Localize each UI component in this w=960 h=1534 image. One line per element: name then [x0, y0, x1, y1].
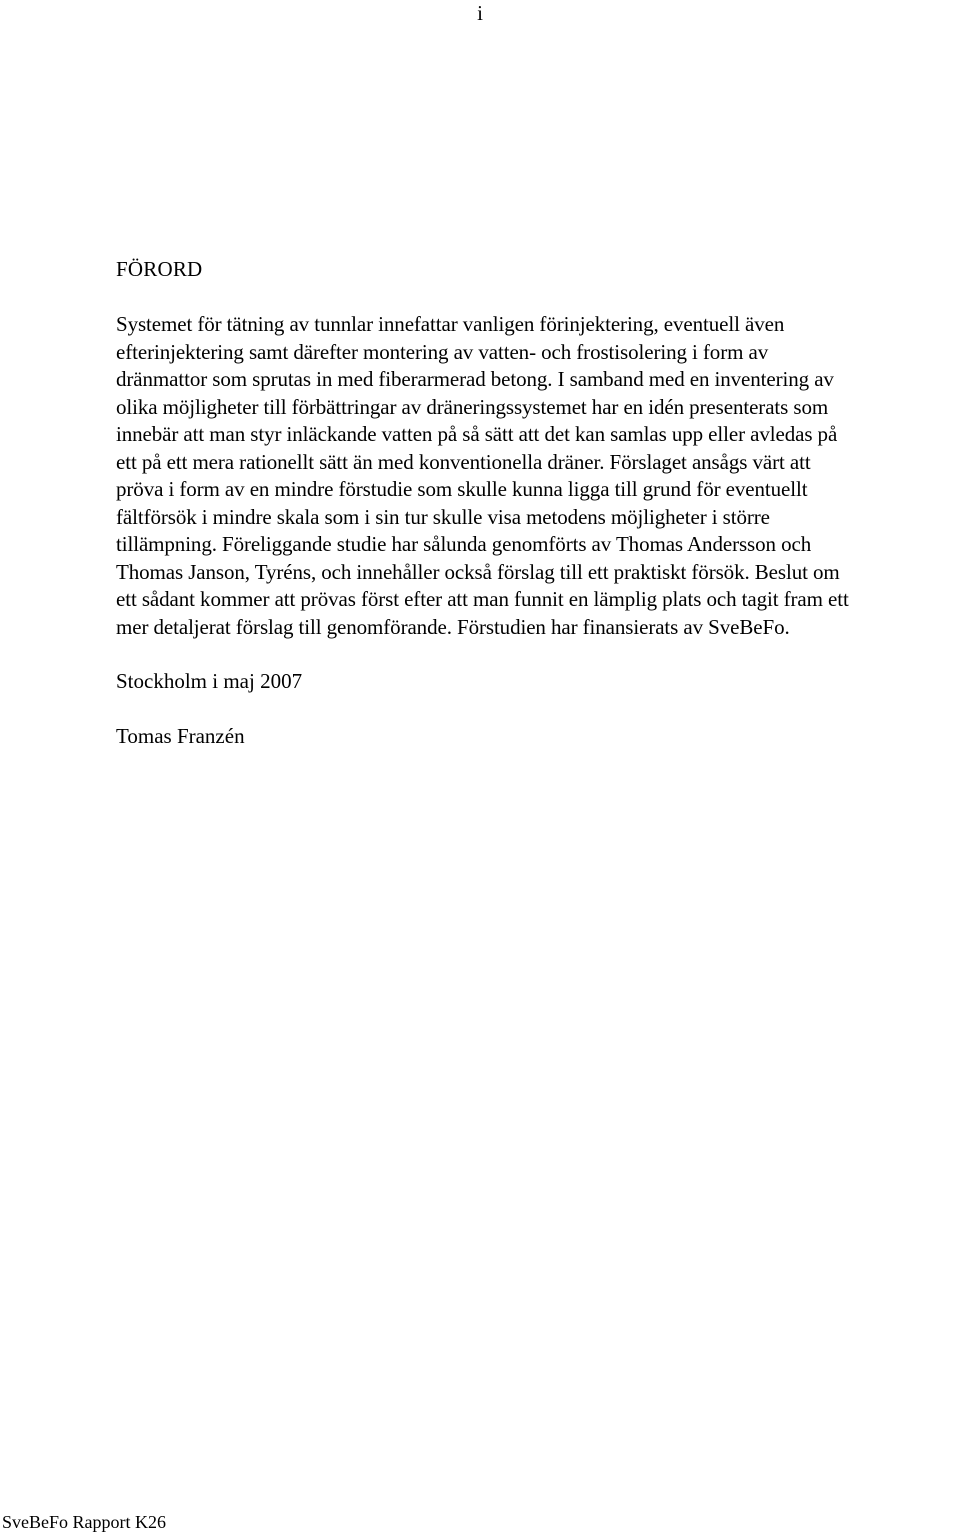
paragraph-line: ett på ett mera rationellt sätt än med konventionella dräner. Förslaget ansågs värt att [116, 449, 811, 474]
paragraph-line: fältförsök i mindre skala som i sin tur skulle visa metodens möjligheter i större [116, 504, 770, 529]
paragraph-line: innebär att man styr inläckande vatten på så sätt att det kan samlas upp eller avledas på [116, 422, 838, 446]
foreword-paragraph [116, 311, 960, 641]
paragraph-line: Systemet för tätning av tunnlar innefattar vanligen förinjektering, eventuell även [116, 312, 785, 336]
page-number: i [477, 1, 483, 25]
report-footer: SveBeFo Rapport K26 [2, 1512, 166, 1532]
paragraph-line: pröva i form av en mindre förstudie som skulle kunna ligga till grund för eventuellt [116, 477, 808, 501]
paragraph-line: Thomas Janson, Tyréns, och innehåller också förslag till ett praktiskt försök. Beslut om [116, 559, 840, 584]
section-heading: FÖRORD [116, 257, 203, 281]
paragraph-line: tillämpning. Föreliggande studie har sålunda genomförts av Thomas Andersson och [116, 532, 812, 556]
paragraph-line: olika möjligheter till förbättringar av dräneringssystemet har en idén presenterats som [116, 394, 829, 419]
paragraph-line: mer detaljerat förslag till genomförande. Förstudien har finansierats av SveBeFo. [116, 614, 790, 639]
author-signature: Tomas Franzén [116, 724, 245, 748]
place-date: Stockholm i maj 2007 [116, 669, 303, 693]
paragraph-line: dränmattor som sprutas in med fiberarmerad betong. I samband med en inventering av [116, 367, 834, 391]
paragraph-line: ett sådant kommer att prövas först efter att man funnit en lämplig plats och tagit fram ett [116, 587, 849, 611]
paragraph-line: efterinjektering samt därefter montering av vatten- och frostisolering i form av [116, 339, 769, 364]
